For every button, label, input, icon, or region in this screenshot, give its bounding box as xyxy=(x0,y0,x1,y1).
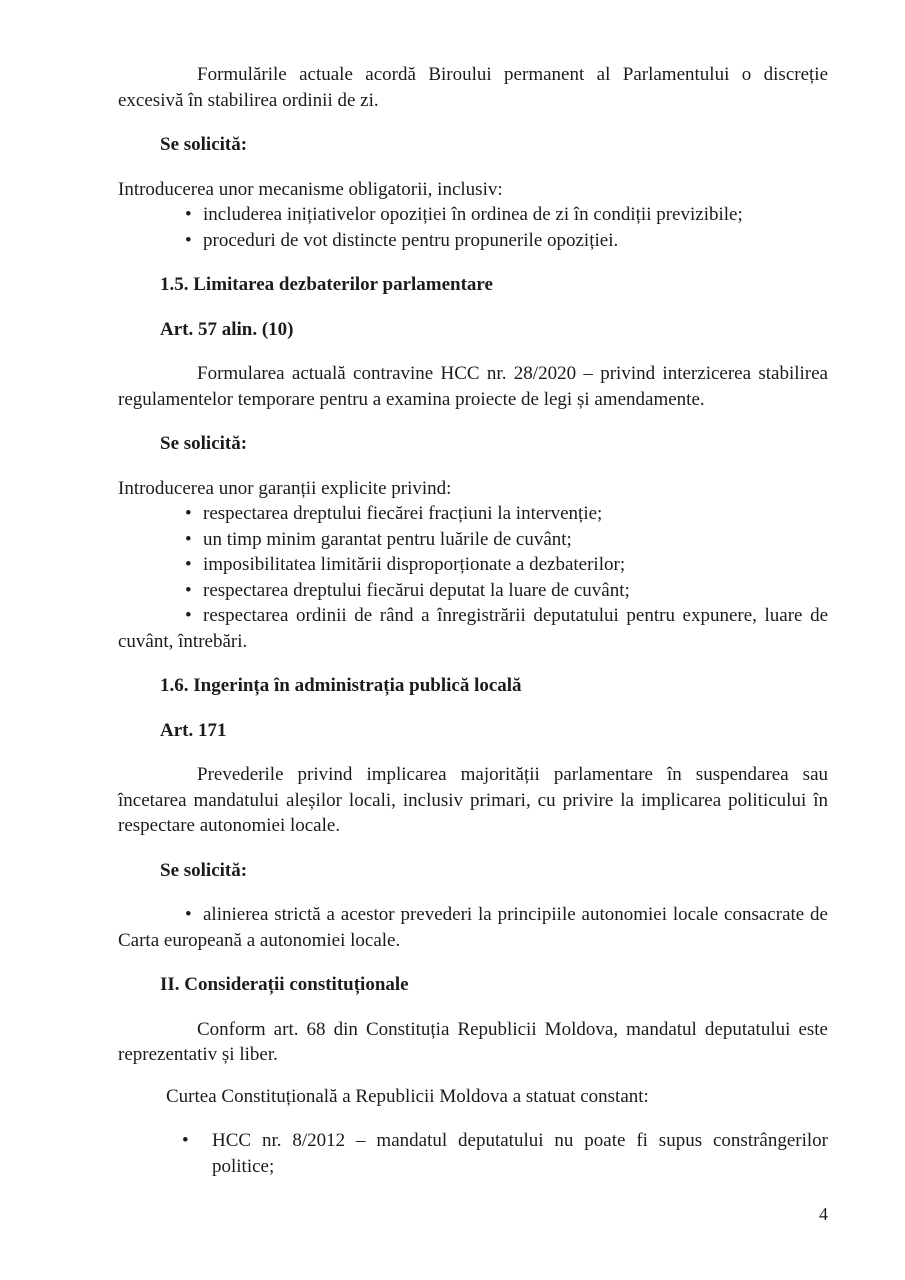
list-item-text: alinierea strictă a acestor prevederi la principiile autonomiei locale consacrate de Carta europeană a autonomiei locale. xyxy=(118,904,828,951)
bullet-list-garantii xyxy=(118,501,828,654)
list-item-text: HCC nr. 8/2012 – mandatul deputatului nu poate fi supus constrângerilor politice; xyxy=(212,1130,828,1177)
paragraph-prevederile: Prevederile privind implicarea majorității parlamentare în suspendarea sau încetarea mandatului aleșilor locali, inclusiv primari, cu privire la implicarea politicului în respectare autonomiei locale. xyxy=(118,764,828,836)
paragraph-formularea-actuala: Formularea actuală contravine HCC nr. 28/2020 – privind interzicerea stabilirea regulamentelor temporare pentru a examina proiecte de legi și amendamente. xyxy=(118,363,828,410)
list-item-text: respectarea ordinii de rând a înregistrării deputatului pentru expunere, luare de cuvânt, întrebări. xyxy=(118,605,828,652)
list-item xyxy=(118,578,828,604)
document-body xyxy=(118,62,828,1179)
bullet-icon: • xyxy=(185,229,192,251)
bullet-icon: • xyxy=(185,554,192,575)
list-item-text: includerea inițiativelor opoziției în ordinea de zi în condiții previzibile; xyxy=(203,204,743,225)
list-item-text: un timp minim garantat pentru luările de cuvânt; xyxy=(203,528,572,550)
bullet-icon: • xyxy=(185,204,192,225)
list-item xyxy=(118,202,828,228)
bullet-icon: • xyxy=(185,528,192,550)
intro-mecanisme-obligatorii: Introducerea unor mecanisme obligatorii, inclusiv: xyxy=(118,178,503,200)
se-solicita-heading-3: Se solicită: xyxy=(160,859,248,881)
list-item xyxy=(118,552,828,578)
list-item-text: proceduri de vot distincte pentru propunerile opoziției. xyxy=(203,229,619,251)
bullet-icon: • xyxy=(182,1130,189,1151)
list-item-text: respectarea dreptului fiecărui deputat la luare de cuvânt; xyxy=(203,579,630,601)
bullet-list-hcc xyxy=(118,1128,828,1179)
bullet-list-mecanisme xyxy=(118,202,828,253)
bullet-icon: • xyxy=(185,605,192,626)
page-number: 4 xyxy=(819,1204,828,1224)
article-ref-171: Art. 171 xyxy=(160,719,227,741)
list-item xyxy=(118,902,828,953)
list-item xyxy=(118,603,828,654)
bullet-list-aliniere xyxy=(118,902,828,953)
bullet-icon: • xyxy=(185,579,192,601)
paragraph-curtea-constitutionala: Curtea Constituțională a Republicii Moldova a statuat constant: xyxy=(166,1085,649,1107)
bullet-icon: • xyxy=(185,904,192,925)
list-item xyxy=(118,527,828,553)
list-item xyxy=(118,1128,828,1179)
list-item-text: respectarea dreptului fiecărei fracțiuni la intervenție; xyxy=(203,503,603,524)
section-heading-ii: II. Considerații constituționale xyxy=(160,974,409,995)
paragraph-formularile-actuale: Formulările actuale acordă Biroului permanent al Parlamentului o discreție excesivă în stabilirea ordinii de zi. xyxy=(118,64,828,111)
list-item xyxy=(118,501,828,527)
section-heading-1-5: 1.5. Limitarea dezbaterilor parlamentare xyxy=(160,274,493,295)
list-item xyxy=(118,228,828,254)
se-solicita-heading-2: Se solicită: xyxy=(160,433,248,454)
intro-garantii-explicite: Introducerea unor garanții explicite privind: xyxy=(118,477,452,499)
list-item-text: imposibilitatea limitării disproporționate a dezbaterilor; xyxy=(203,554,626,575)
se-solicita-heading-1: Se solicită: xyxy=(160,134,248,155)
article-ref-57: Art. 57 alin. (10) xyxy=(160,318,294,340)
bullet-icon: • xyxy=(185,503,192,524)
paragraph-conform-art-68: Conform art. 68 din Constituția Republicii Moldova, mandatul deputatului este reprezentativ și liber. xyxy=(118,1018,828,1065)
section-heading-1-6: 1.6. Ingerința în administrația publică locală xyxy=(160,675,522,696)
